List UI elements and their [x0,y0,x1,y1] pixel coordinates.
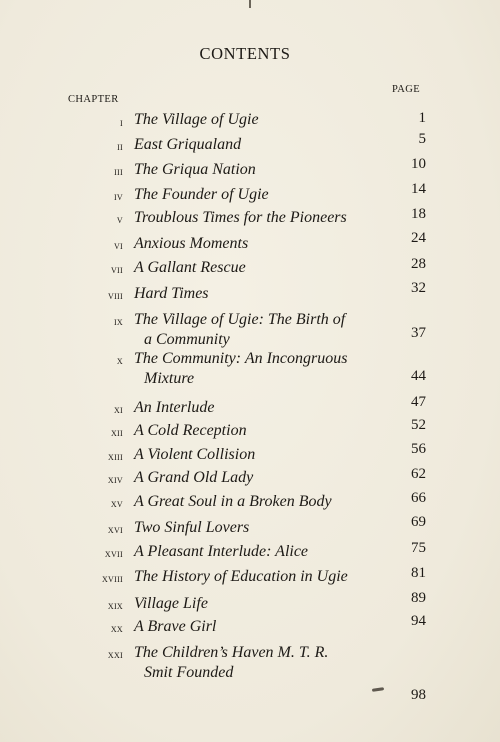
chapter-title-line: Village Life [134,595,208,612]
chapter-number: iii [114,166,123,178]
chapter-title [134,542,399,562]
chapter-title-line: A Brave Girl [134,618,217,635]
chapter-number: vii [110,264,123,276]
page-number: 56 [411,441,426,457]
chapter-title [134,398,399,418]
chapter-title-line: A Grand Old Lady [134,469,254,486]
chapter-number: xxi [107,649,123,661]
chapter-number: i [120,117,123,129]
page-number: 14 [411,181,426,197]
page-number: 44 [411,368,426,384]
chapter-number: xii [110,427,123,439]
chapter-title [134,284,399,304]
chapter-title-line: A Cold Reception [134,422,247,439]
page-number: 10 [411,156,426,172]
page-number: 75 [411,540,426,556]
chapter-title [134,643,399,683]
page-column-header: PAGE [392,84,421,95]
chapter-number: xvii [104,548,123,560]
chapter-title [134,468,399,488]
chapter-title-line: East Griqualand [134,136,242,153]
chapter-number: xix [107,600,123,612]
page-number: 89 [411,590,426,606]
page-number: 52 [411,417,426,433]
chapter-title-line: The Village of Ugie [134,111,259,128]
chapter-title [134,258,399,278]
chapter-number: ix [113,316,123,328]
chapter-number: x [116,355,123,367]
chapter-title-line: Anxious Moments [134,235,249,252]
chapter-title [134,135,399,155]
chapter-number: xiii [108,451,123,463]
chapter-title [134,518,399,538]
ink-mark [372,687,384,692]
print-mark [249,0,251,8]
chapter-title [134,492,399,512]
chapter-title [134,160,399,180]
chapter-title-continuation: Smit Founded [144,664,234,681]
chapter-title [134,349,399,389]
chapter-title [134,110,399,130]
chapter-title [134,208,399,228]
chapter-number: xv [110,498,123,510]
page-number: 5 [418,131,426,147]
chapter-title-line: The Village of Ugie: The Birth of [134,311,346,328]
chapter-number: iv [113,191,123,203]
page-number: 98 [411,687,426,703]
chapter-title-line: The Children’s Haven M. T. R. [134,644,329,661]
chapter-title [134,594,399,614]
chapter-number: xvi [107,524,123,536]
chapter-title-line: The Griqua Nation [134,161,256,178]
page-number: 62 [411,466,426,482]
chapter-title-line: The Community: An Incongruous [134,350,348,367]
chapter-title-line: Two Sinful Lovers [134,519,250,536]
chapter-title [134,445,399,465]
chapter-number: xi [113,404,123,416]
chapter-title [134,421,399,441]
chapter-number: viii [108,290,123,302]
chapter-title-line: A Violent Collision [134,446,256,463]
chapter-title-line: The Founder of Ugie [134,186,269,203]
page-number: 32 [411,280,426,296]
chapter-title-line: A Great Soul in a Broken Body [134,493,332,510]
chapter-title-continuation: Mixture [144,370,195,387]
page-number: 1 [418,110,426,126]
chapter-number: xviii [101,573,123,585]
chapter-title-continuation: a Community [144,331,230,348]
chapter-title-line: A Gallant Rescue [134,259,246,276]
page-title: CONTENTS [199,44,291,63]
chapter-title [134,617,399,637]
page-number: 24 [411,230,426,246]
page-number: 69 [411,514,426,530]
chapter-number: v [116,214,123,226]
chapter-number: ii [117,141,123,153]
chapter-title-line: An Interlude [134,399,215,416]
chapter-title [134,185,399,205]
page-number: 94 [411,613,426,629]
chapter-title-line: The History of Education in Ugie [134,568,348,585]
chapter-number: xiv [107,474,123,486]
chapter-title [134,234,399,254]
chapter-number: xx [110,623,123,635]
chapter-title [134,310,399,350]
page-number: 37 [411,325,426,341]
chapter-title [134,567,399,587]
chapter-column-header: CHAPTER [68,94,119,105]
page-number: 47 [411,394,426,410]
chapter-title-line: Troublous Times for the Pioneers [134,209,347,226]
page-number: 18 [411,206,426,222]
page-number: 81 [411,565,426,581]
page-number: 66 [411,490,426,506]
page-number: 28 [411,256,426,272]
chapter-number: vi [113,240,123,252]
chapter-title-line: A Pleasant Interlude: Alice [134,543,309,560]
chapter-title-line: Hard Times [134,285,209,302]
